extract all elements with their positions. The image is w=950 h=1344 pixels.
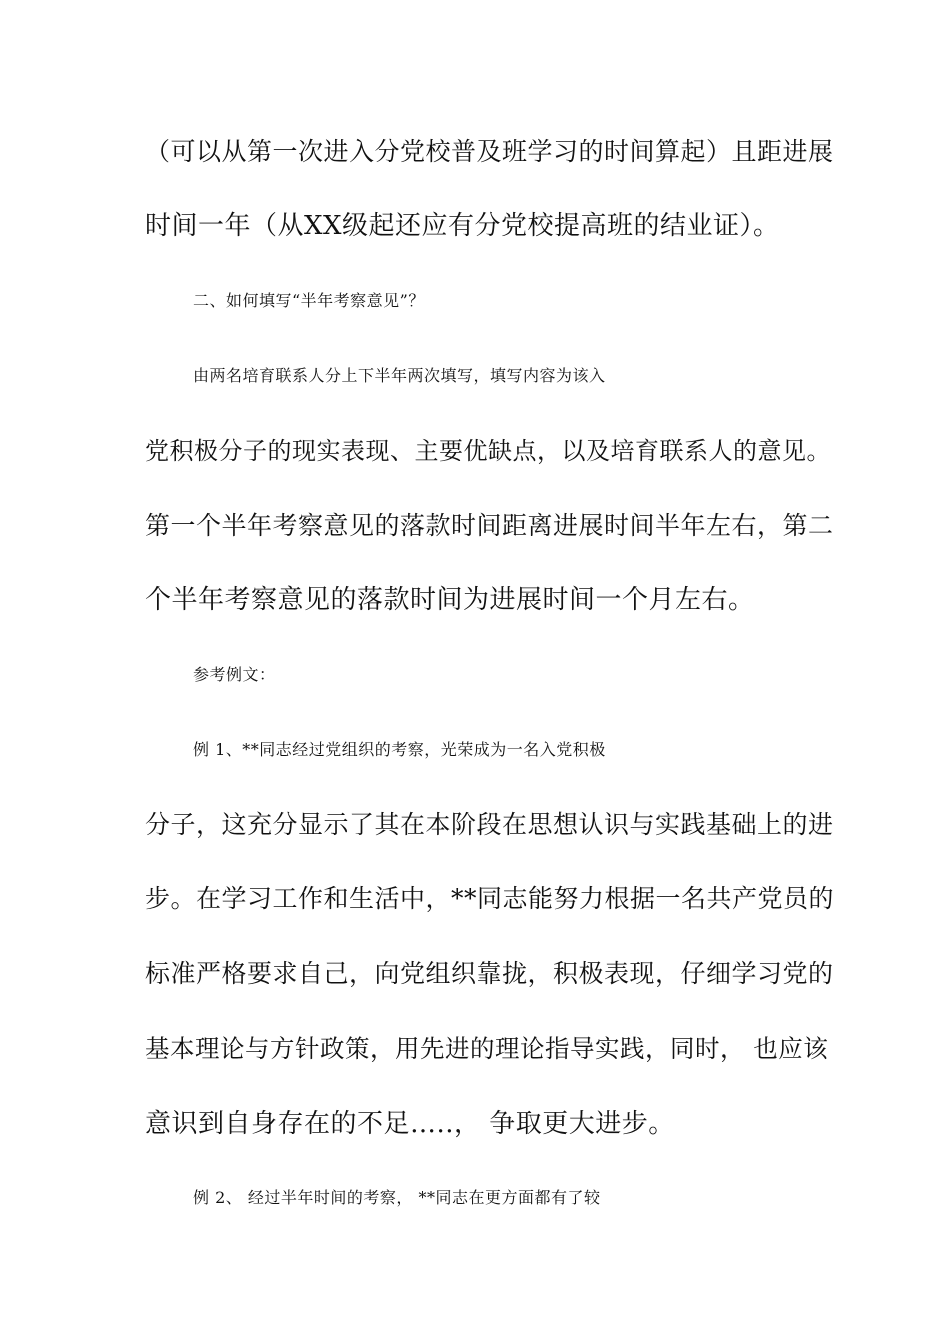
reference-heading: 参考例文：	[193, 665, 276, 684]
example-line: 例 1、**同志经过党组织的考察，光荣成为一名入党积极	[193, 740, 606, 759]
example-line: 步。在学习工作和生活中，**同志能努力根据一名共产党员的	[145, 884, 835, 913]
example-line: 例 2、 经过半年时间的考察， **同志在更方面都有了较	[193, 1188, 601, 1207]
paragraph-line: 第一个半年考察意见的落款时间距离进展时间半年左右，第二	[145, 511, 834, 540]
paragraph-line: 个半年考察意见的落款时间为进展时间一个月左右。	[145, 585, 755, 615]
paragraph-line: 时间一年（从XX级起还应有分党校提高班的结业证）。	[145, 211, 780, 241]
paragraph-line: （可以从第一次进入分党校普及班学习的时间算起）且距进展	[145, 137, 834, 166]
example-line: 标准严格要求自己，向党组织靠拢，积极表现，仔细学习党的	[145, 959, 834, 988]
paragraph-line: 由两名培育联系人分上下半年两次填写，填写内容为该入	[193, 366, 606, 385]
example-line: 基本理论与方针政策，用先进的理论指导实践，同时， 也应该	[145, 1034, 829, 1063]
example-line: 意识到自身存在的不足…..， 争取更大进步。	[145, 1109, 675, 1139]
paragraph-line: 党积极分子的现实表现、主要优缺点，以及培育联系人的意见。	[145, 437, 831, 465]
example-line: 分子，这充分显示了其在本阶段在思想认识与实践基础上的进	[145, 810, 834, 839]
section-heading: 二、如何填写“半年考察意见”？	[193, 291, 425, 310]
